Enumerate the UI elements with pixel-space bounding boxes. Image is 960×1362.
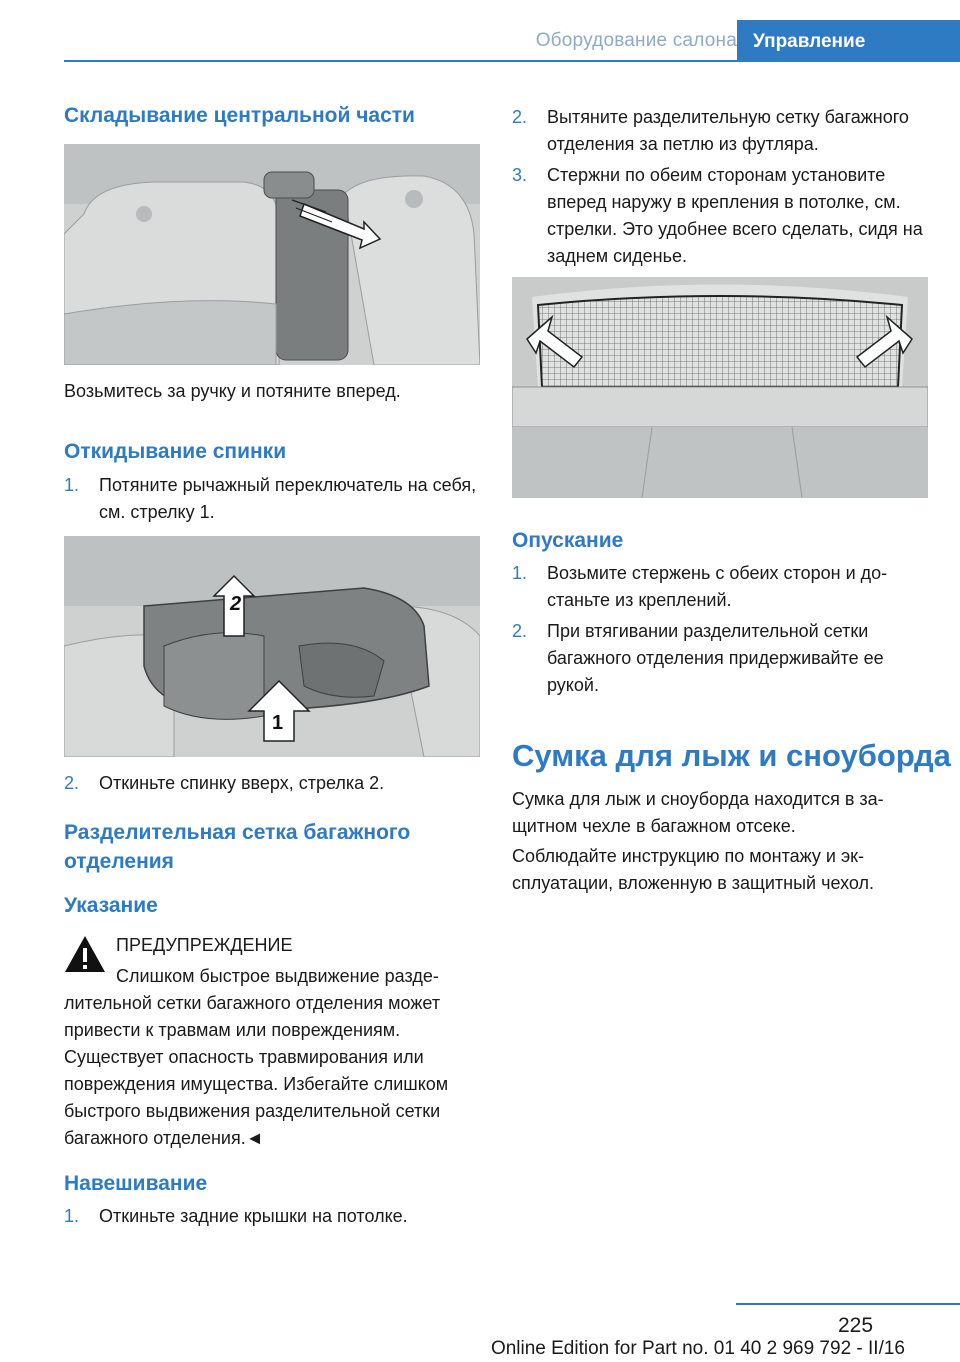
step-number: 1. (64, 475, 80, 495)
warning-title: ПРЕДУПРЕЖДЕНИЕ (116, 935, 293, 955)
step-text: Откиньте спинку вверх, стрелка 2. (99, 773, 385, 793)
figure-cargo-net-mounting (512, 277, 928, 498)
edition-footer: Online Edition for Part no. 01 40 2 969 792 - II/16 (490, 1338, 905, 1359)
step-number: 1. (512, 563, 528, 583)
ski-bag-paragraph-2: Соблюдайте инструкцию по монтажу и эксплуатации, вложенную в защитный чехол. (512, 846, 875, 893)
caption-center-fold: Возьмитесь за ручку и потяните вперед. (64, 381, 401, 401)
heading-lowering: Опускание (512, 529, 624, 552)
warning-text: Слишком быстрое выдвижение разделительной сетки багажного отделения может привести к травмам или повреждениям. Существует опасность травмирования или повреждения имущества. Избегайте слишком быстрого выдвижения разделительной сетки багажного отделения.◄ (64, 966, 449, 1148)
figure-backrest-fold (64, 536, 480, 757)
heading-ski-bag: Сумка для лыж и сноуборда (512, 738, 951, 773)
step-number: 2. (64, 773, 80, 793)
page-number: 225 (838, 1314, 874, 1337)
step-number: 1. (64, 1206, 80, 1226)
fig2-label-1: 1 (272, 712, 284, 734)
step-number: 2. (512, 107, 528, 127)
heading-hanging: Навешивание (64, 1172, 208, 1195)
step-text: При втягивании разделительной сетки багажного отделения придерживайте ее рукой. (547, 621, 884, 695)
step-text: Возьмите стержень с обеих сторон и достаньте из креплений. (547, 563, 888, 610)
header-rule (64, 60, 960, 62)
step-text: Вытяните разделительную сетку багажного отделения за петлю из футляра. (547, 107, 909, 154)
page-header (0, 0, 960, 62)
step-number: 3. (512, 165, 528, 185)
heading-backrest: Откидывание спинки (64, 440, 287, 463)
step-text: Потяните рычажный переключатель на себя, см. стрелку 1. (99, 475, 477, 522)
header-chapter-tab: Управление (737, 20, 960, 62)
step-text: Стержни по обеим сторонам установите вперед наружу в крепления в потолке, см. стрелки. Это удобнее всего сделать, сидя на заднем сиденье. (547, 165, 923, 266)
header-section-title: Оборудование салона (535, 30, 737, 51)
footer-rule (736, 1303, 960, 1305)
step-text: Откиньте задние крышки на потолке. (99, 1206, 408, 1226)
figure-rear-seat-center (64, 144, 480, 365)
heading-center-fold: Складывание центральной части (64, 104, 415, 127)
step-number: 2. (512, 621, 528, 641)
ski-bag-paragraph-1: Сумка для лыж и сноуборда находится в защитном чехле в багажном отсеке. (512, 789, 884, 836)
fig2-label-2: 2 (230, 593, 242, 615)
heading-cargo-net: Разделительная сетка багажного отделения (64, 821, 411, 873)
heading-note: Указание (64, 894, 158, 917)
